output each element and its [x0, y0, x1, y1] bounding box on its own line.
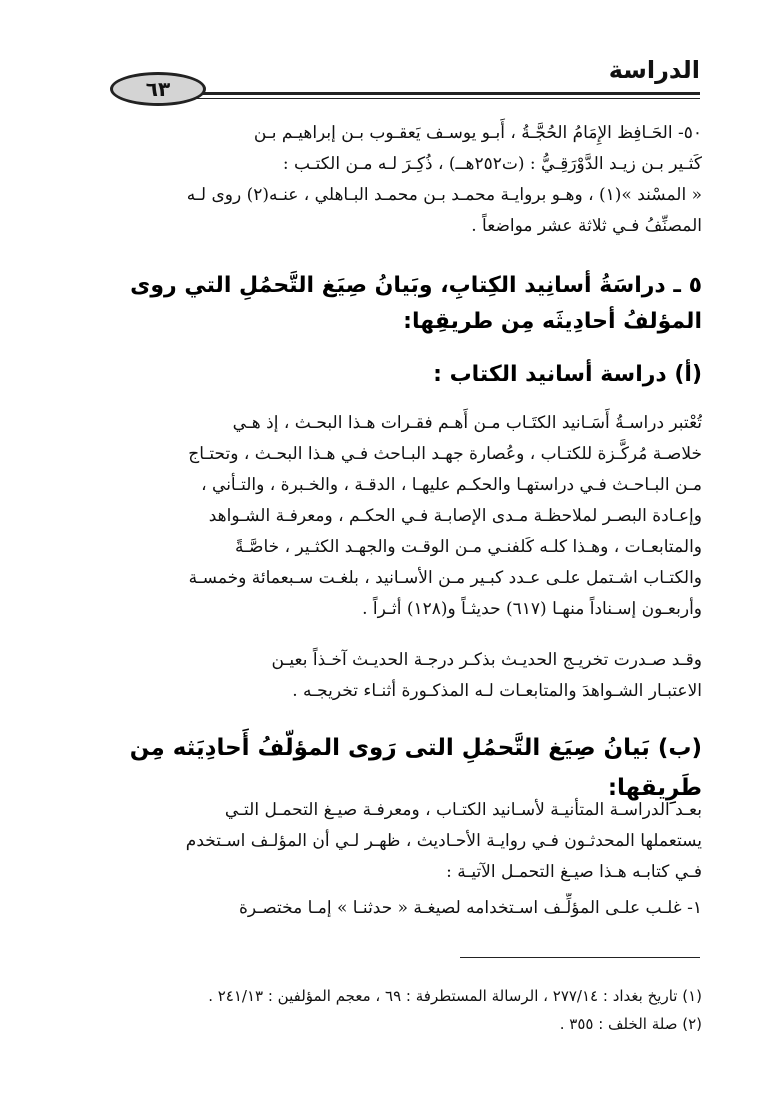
entry-50-line: المصنِّفُ فـي ثلاثة عشر مواضعاً . — [471, 216, 702, 236]
section-5-heading-line: المؤلفُ أحادِيثَه مِن طريقِها: — [403, 309, 702, 334]
subsection-a-heading: (أ) دراسة أسانيد الكتاب : — [433, 362, 702, 387]
entry-50-line: « المسْند »(١) ، وهـو بروايـة محمـد بـن محمـد البـاهلي ، عنـه(٢) روى لـه — [186, 185, 702, 205]
list-item-1 — [102, 893, 702, 924]
paragraph-line: مـن البـاحـث فـي دراستهـا والحكـم عليهـا ، الدقـة ، والخـبرة ، والتـأني ، — [201, 475, 702, 495]
subsection-b-paragraph-1 — [102, 795, 702, 888]
footnote-1: (١) تاريخ بغداد : ٢٧٧/١٤ ، الرسالة المستطرفة : ٦٩ ، معجم المؤلفين : ٢٤١/١٣ . — [208, 987, 702, 1005]
footnotes — [82, 982, 702, 1038]
paragraph-line: تُعْتبر دراسـةُ أَسَـانيد الكتَـاب مـن أَهـم فقـرات هـذا البحـث ، إذ هـي — [232, 413, 702, 433]
entry-50 — [102, 118, 702, 242]
subsection-a-paragraph-1 — [102, 408, 702, 625]
paragraph-line: وإعـادة البصـر لملاحظـة مـدى الإصابـة فـي الحكـم ، ومعرفـة الشـواهد — [208, 506, 702, 526]
entry-50-line: كَثـير بـن زيـد الدَّوْرَقِـيُّ : (ت٢٥٢هــ) ، ذُكِـرَ لـه مـن الكتـب : — [282, 154, 702, 174]
paragraph-line: وقـد صـدرت تخريـج الحديـث بذكـر درجـة الحديـث آخـذاً بعيـن — [271, 650, 702, 670]
section-5-heading-line: ٥ ـ دراسَةُ أسانِيد الكِتابِ، وبَيانُ صِيَغ التَّحمُلِ التي روى — [130, 273, 702, 298]
page-number: ٦٣ — [110, 72, 206, 106]
paragraph-line: الاعتبـار الشـواهدَ والمتابعـات لـه المذكـورة أثنـاء تخريجـه . — [292, 681, 702, 701]
entry-50-line: ٥٠- الحَـافِظ الإِمَامُ الحُجَّـةُ ، أَبـو يوسـف يَعقـوب بـن إبراهيـم بـن — [253, 123, 702, 143]
paragraph-line: والمتابعـات ، وهـذا كلـه كَلفنـي مـن الوقـت والجهـد الكثـير ، خاصَّـةً — [234, 537, 702, 557]
list-item-text: ١- غلـب علـى المؤلِّـف اسـتخدامه لصيغـة « حدثنـا » إمـا مختصـرة — [238, 898, 702, 918]
page-header — [110, 56, 700, 106]
paragraph-line: خلاصـة مُركَّـزة للكتـاب ، وعُصارة جهـد البـاحث فـي هـذا البحـث ، وتحتـاج — [188, 444, 702, 464]
footnote-separator — [460, 957, 700, 958]
section-5-heading — [82, 268, 702, 340]
paragraph-line: بعـد الدراسـة المتأنيـة لأسـانيد الكتـاب ، ومعرفـة صيـغ التحمـل التـي — [224, 800, 702, 820]
footnote-2: (٢) صلة الخلف : ٣٥٥ . — [559, 1015, 702, 1033]
subsection-b-heading: (ب) بَيانُ صِيَغ التَّحمُلِ التى رَوى المؤلّفُ أَحادِيَثه مِن طَرِيقها: — [129, 735, 702, 801]
running-section-title: الدراسة — [608, 56, 700, 84]
paragraph-line: فـي كتابـه هـذا صيـغ التحمـل الآتيـة : — [446, 862, 702, 882]
header-rule — [190, 92, 700, 95]
paragraph-line: والكتـاب اشـتمل علـى عـدد كبـير مـن الأسـانيد ، بلغـت سـبعمائة وخمسـة — [188, 568, 702, 588]
paragraph-line: يستعملها المحدثـون فـي روايـة الأحـاديث ، ظهـر لـي أن المؤلـف اسـتخدم — [185, 831, 702, 851]
subsection-a-paragraph-2 — [102, 645, 702, 707]
paragraph-line: وأربعـون إسـناداً منهـا (٦١٧) حديثـاً و(١٢٨) أثـراً . — [362, 599, 702, 619]
header-rule-thin — [190, 98, 700, 99]
